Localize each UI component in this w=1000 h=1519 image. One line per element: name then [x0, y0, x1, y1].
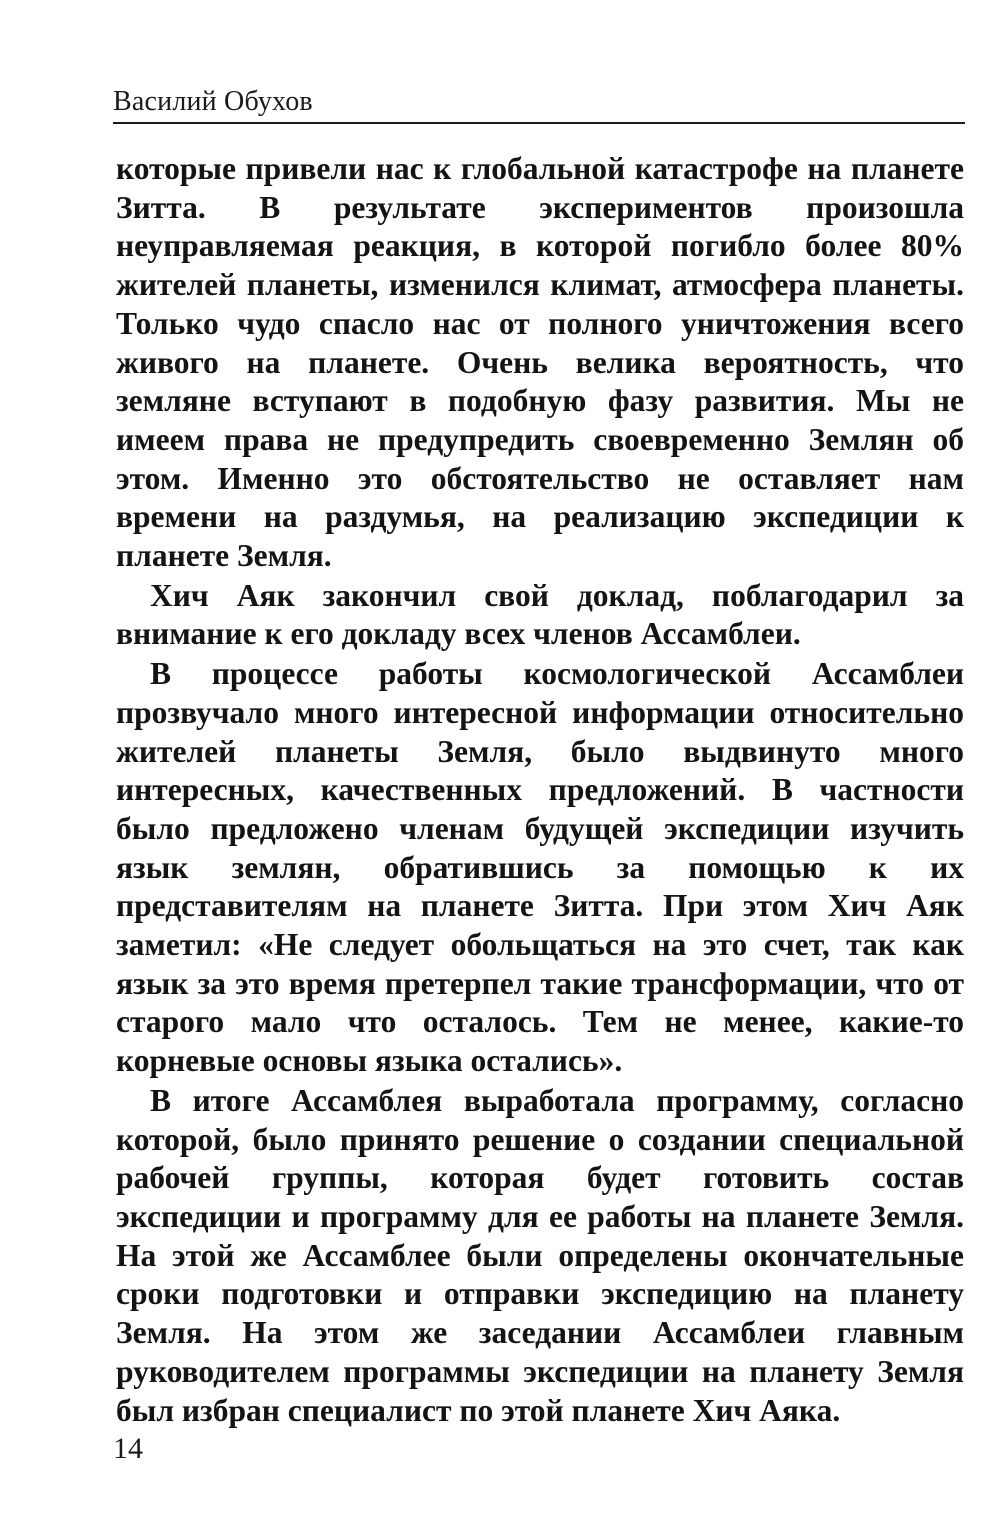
body-text — [116, 150, 964, 1430]
running-head — [113, 78, 965, 124]
paragraph-1: которые привели нас к глобальной катастрофе на планете Зитта. В результате экспериментов произошла неуправляемая реакция, в которой погибло более 80% жителей планеты, изменился климат, атмосфера планеты. Только чудо спасло нас от полного уничтожения всего живого на планете. Очень велика вероятность, что земляне вступают в подобную фазу развития. Мы не имеем права не предупредить своевременно Землян об этом. Именно это обстоятельство не оставляет нам времени на раздумья, на реализацию экспедиции к планете Земля. — [116, 151, 964, 574]
paragraph-4: В итоге Ассамблея выработала программу, согласно которой, было принято решение о создании специальной рабочей группы, которая будет готовить состав экспедиции и программу для ее работы на планете Земля. На этой же Ассамблее были определены окончательные сроки подготовки и отправки экспедицию на планету Земля. На этом же заседании Ассамблеи главным руководителем программы экспедиции на планету Земля был избран специалист по этой планете Хич Аяка. — [116, 1082, 964, 1428]
paragraph-3: В процессе работы космологической Ассамблеи прозвучало много интересной информации относительно жителей планеты Земля, было выдвинуто много интересных, качественных предложений. В частности было предложено членам будущей экспедиции изучить язык землян, обратившись за помощью к их представителям на планете Зитта. При этом Хич Аяк заметил: «Не следует обольщаться на это счет, так как язык за это время претерпел такие трансформации, что от старого мало что осталось. Тем не менее, какие-то корневые основы языка остались». — [116, 656, 964, 1079]
author-name: Василий Обухов — [113, 86, 313, 117]
paragraph-2: Хич Аяк закончил свой доклад, поблагодарил за внимание к его докладу всех членов Ассамблеи. — [116, 577, 964, 652]
page-number: 14 — [113, 1432, 143, 1465]
